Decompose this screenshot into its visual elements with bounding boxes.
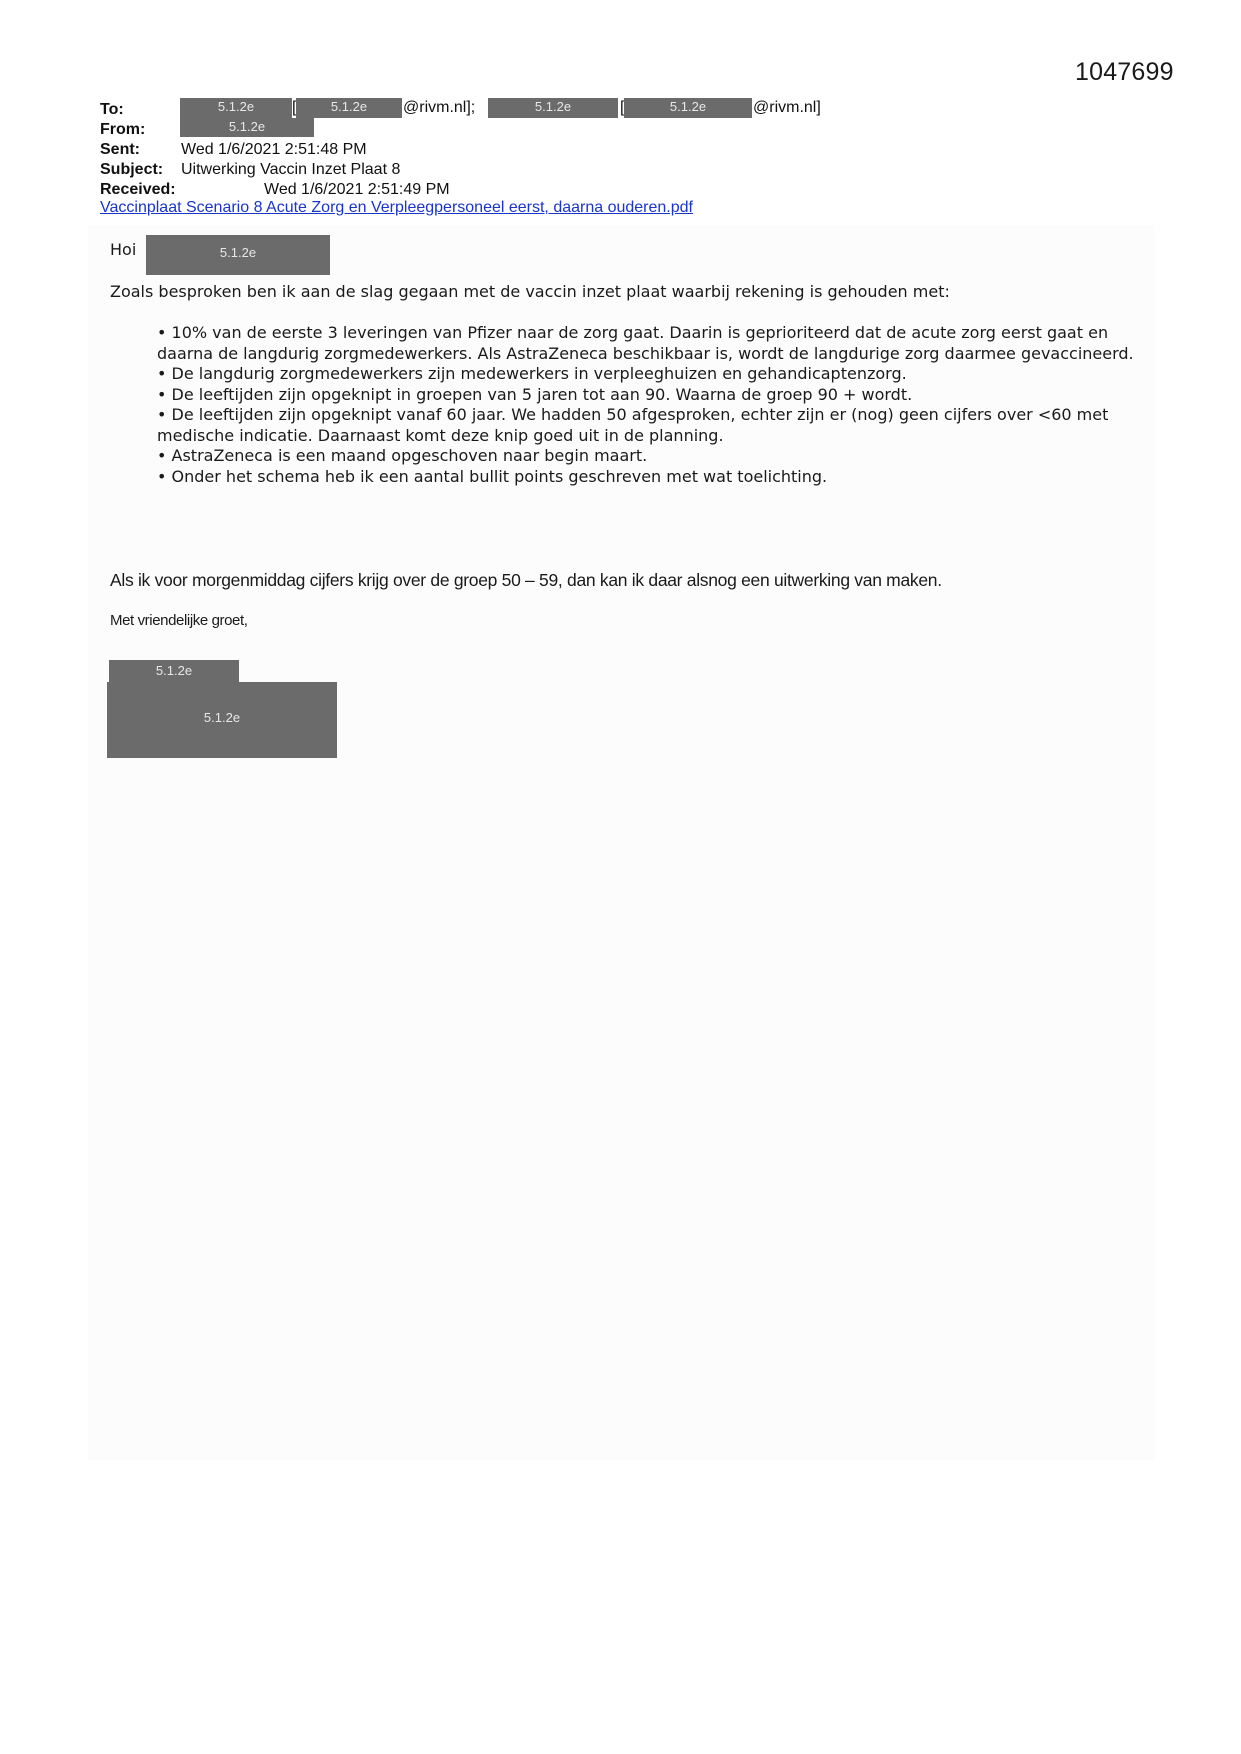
greeting: Hoi	[110, 240, 137, 259]
to-recipient-2-name-redaction: 5.1.2e	[488, 98, 618, 118]
to-recipient-2-domain: @rivm.nl]	[753, 99, 821, 116]
bullet-item-age-groups: • De leeftijden zijn opgeknipt in groepen van 5 jaren tot aan 90. Waarna de groep 90 + wordt.	[157, 384, 913, 404]
sent-label: Sent:	[100, 141, 140, 158]
bullet-item-age-cutoff: • De leeftijden zijn opgeknipt vanaf 60 jaar. We hadden 50 afgesproken, echter zijn er (nog) geen cijfers over <60 met medische indicatie. Daarnaast komt deze knip goed uit in de planning.	[157, 405, 1109, 445]
bullet-item-astrazeneca-delay: • AstraZeneca is een maand opgeschoven naar begin maart.	[157, 446, 648, 465]
received-value: Wed 1/6/2021 2:51:49 PM	[264, 181, 450, 198]
sent-value: Wed 1/6/2021 2:51:48 PM	[181, 141, 367, 158]
received-label: Received:	[100, 181, 176, 198]
subject-value: Uitwerking Vaccin Inzet Plaat 8	[181, 161, 401, 178]
to-recipient-2-bracket: [	[620, 99, 625, 116]
attachment-link[interactable]: Vaccinplaat Scenario 8 Acute Zorg en Verpleegpersoneel eerst, daarna ouderen.pdf	[100, 199, 693, 216]
intro-text: Zoals besproken ben ik aan de slag gegaan met de vaccin inzet plaat waarbij rekening is gehouden met:	[110, 282, 950, 301]
signature-details-redaction: 5.1.2e	[107, 682, 337, 758]
from-label: From:	[100, 121, 146, 138]
to-recipient-1-name-redaction: 5.1.2e	[180, 98, 292, 118]
to-recipient-2-email-redaction: 5.1.2e	[624, 98, 752, 118]
to-recipient-1-bracket: [	[292, 99, 297, 116]
from-redaction: 5.1.2e	[180, 118, 314, 137]
closing-text: Als ik voor morgenmiddag cijfers krijg over de groep 50 – 59, dan kan ik daar alsnog een uitwerking van maken.	[110, 570, 942, 590]
signoff-text: Met vriendelijke groet,	[110, 612, 248, 629]
bullet-item-schema-notes: • Onder het schema heb ik een aantal bullit points geschreven met wat toelichting.	[157, 466, 828, 486]
bullet-item-pfizer-allocation: • 10% van de eerste 3 leveringen van Pfizer naar de zorg gaat. Daarin is geprioriteerd dat de acute zorg eerst gaat en daarna de langdurig zorgmedewerkers. Als AstraZeneca beschikbaar is, wordt de langdurige zorg daarmee gevaccineerd.	[157, 323, 1134, 363]
bullet-item-long-term-care-staff: • De langdurig zorgmedewerkers zijn medewerkers in verpleeghuizen en gehandicaptenzorg.	[157, 364, 907, 383]
subject-label: Subject:	[100, 161, 164, 178]
document-number: 1047699	[1075, 58, 1174, 86]
bullet-list	[157, 323, 1147, 487]
to-recipient-1-domain: @rivm.nl];	[403, 99, 476, 116]
greeting-name-redaction: 5.1.2e	[146, 235, 330, 275]
to-recipient-1-email-redaction: 5.1.2e	[296, 98, 402, 118]
to-label: To:	[100, 101, 124, 118]
signature-name-redaction: 5.1.2e	[109, 660, 239, 684]
